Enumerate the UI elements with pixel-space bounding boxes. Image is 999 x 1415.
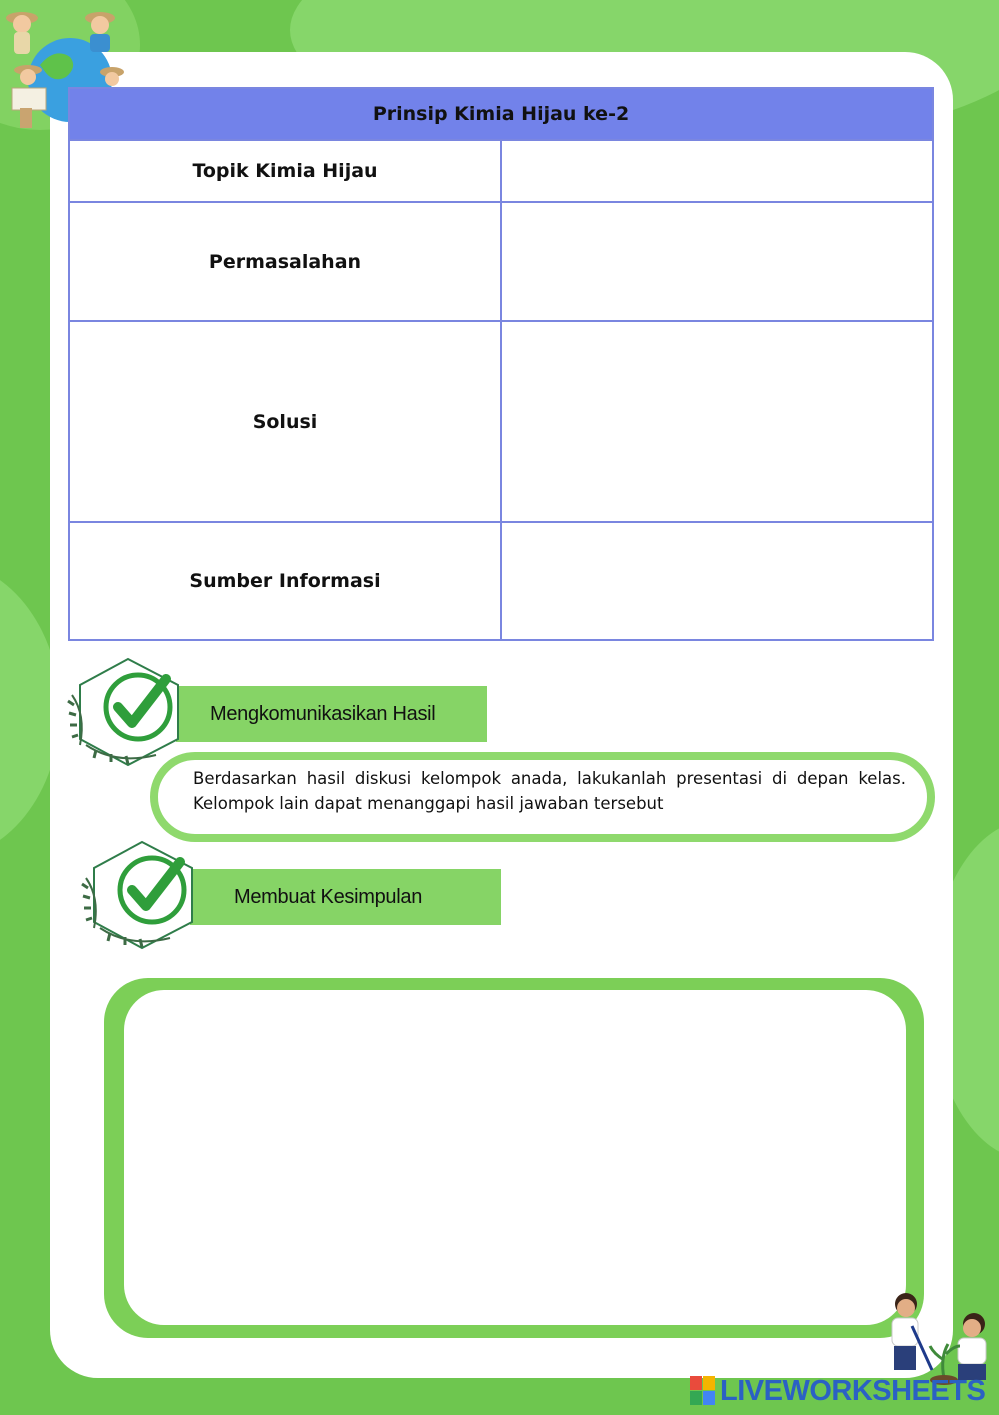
conclusion-answer-area[interactable] [124,990,906,1325]
section-bar-communicate [176,686,487,742]
row-label-topik: Topik Kimia Hijau [69,140,501,202]
answer-cell-permasalahan[interactable] [501,202,933,321]
checkmark-icon [80,838,210,953]
answer-cell-solusi[interactable] [501,321,933,522]
checkmark-icon [66,655,196,770]
row-label-solusi: Solusi [69,321,501,522]
section-bar-conclusion [190,869,501,925]
section-title-conclusion: Membuat Kesimpulan [234,885,423,908]
principle-table [68,87,934,641]
answer-cell-sumber[interactable] [501,522,933,640]
gardening-kids-illustration [862,1290,999,1385]
section-title-communicate: Mengkomunikasikan Hasil [210,702,436,725]
row-label-permasalahan: Permasalahan [69,202,501,321]
instruction-text: Berdasarkan hasil diskusi kelompok anada, lakukanlah presentasi di depan kelas. Kelompok lain dapat menanggapi hasil jawaban tersebut [193,769,906,813]
answer-cell-topik[interactable] [501,140,933,202]
liveworksheets-logo [690,1374,985,1408]
table-title: Prinsip Kimia Hijau ke-2 [69,88,933,140]
live-logo-icon [690,1376,716,1406]
brand-name[interactable]: LIVEWORKSHEETS [720,1374,986,1407]
row-label-sumber: Sumber Informasi [69,522,501,640]
